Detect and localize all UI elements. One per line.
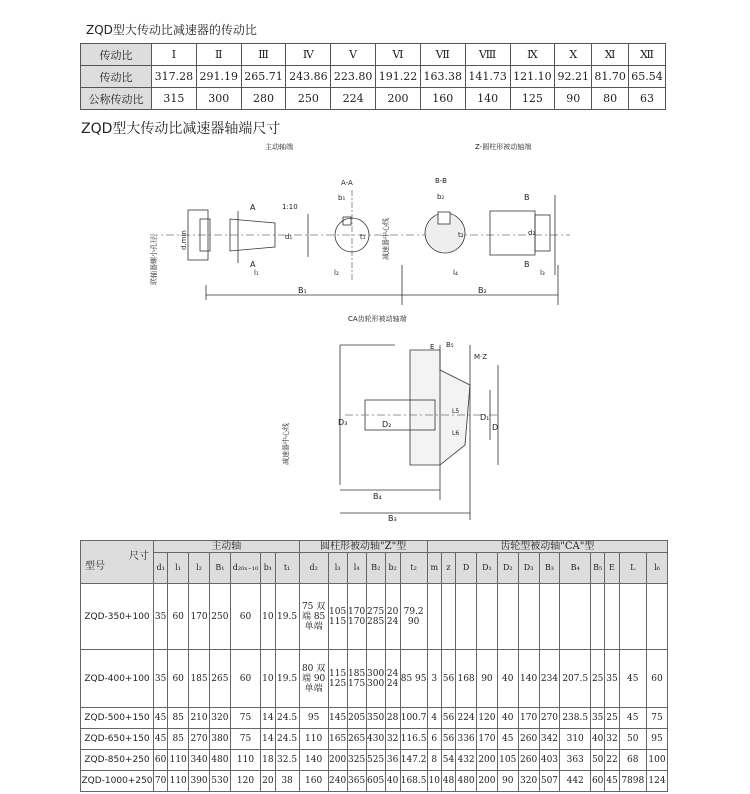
dims-cell: 25: [605, 708, 619, 729]
label-d1: d₁: [285, 233, 293, 241]
dims-cell: 20 24: [385, 584, 400, 650]
dims-cell: 10: [427, 771, 441, 792]
sub-header-cell: b₂: [385, 553, 400, 584]
dims-cell: 265: [347, 729, 366, 750]
dims-row: [81, 750, 668, 771]
model-cell: ZQD-850+250: [81, 750, 154, 771]
ratio-cell: 291.19: [196, 66, 241, 88]
ratio-cell: 160: [420, 88, 465, 110]
label-aa: A-A: [341, 179, 353, 187]
ratio-row: [81, 88, 666, 110]
dims-cell: 390: [189, 771, 210, 792]
dims-cell: 350: [366, 708, 385, 729]
dims-cell: 270: [539, 708, 560, 729]
dims-cell: 310: [560, 729, 591, 750]
ratio-header-cell: Ⅳ: [286, 44, 331, 66]
dims-cell: 605: [366, 771, 385, 792]
dims-cell: 340: [189, 750, 210, 771]
dims-row: [81, 708, 668, 729]
dims-cell: 85: [168, 729, 189, 750]
dims-cell: 224: [456, 708, 477, 729]
dims-row: [81, 729, 668, 750]
dims-cell: 140: [518, 650, 539, 708]
dims-cell: 430: [366, 729, 385, 750]
ratio-cell: 191.22: [376, 66, 421, 88]
sub-header-cell: D: [456, 553, 477, 584]
dims-cell: 168: [456, 650, 477, 708]
label-taper: 1:10: [282, 203, 298, 211]
sub-header-cell: m: [427, 553, 441, 584]
dims-row: [81, 650, 668, 708]
dims-cell: 56: [441, 708, 455, 729]
dims-cell: 14: [261, 708, 275, 729]
dims-cell: 110: [230, 750, 260, 771]
label-b2: b₂: [437, 193, 445, 201]
ratio-cell: 224: [331, 88, 376, 110]
dims-cell: 530: [209, 771, 230, 792]
group-main-shaft: 主动轴: [154, 541, 300, 553]
dims-cell: 24.5: [275, 708, 299, 729]
sub-header-cell: d₂: [299, 553, 328, 584]
sub-header-cell: B₄: [560, 553, 591, 584]
dims-cell: 200: [477, 750, 498, 771]
dims-cell: [477, 584, 498, 650]
label-dmin: d.min: [180, 230, 188, 250]
dims-cell: 336: [456, 729, 477, 750]
dims-cell: 200: [328, 750, 347, 771]
label-b3: B₃: [388, 514, 397, 523]
label-d2: d₂: [528, 229, 536, 237]
dims-cell: 380: [209, 729, 230, 750]
ratio-cell: 80: [592, 88, 629, 110]
model-cell: ZQD-650+150: [81, 729, 154, 750]
dims-cell: 145: [328, 708, 347, 729]
ratio-cell: 92.21: [555, 66, 592, 88]
ratio-cell: 300: [196, 88, 241, 110]
ratio-cell: 315: [152, 88, 197, 110]
dims-cell: 45: [619, 650, 646, 708]
ratio-header-cell: Ⅹ: [555, 44, 592, 66]
ratio-header-cell: Ⅶ: [420, 44, 465, 66]
label-d3: D₃: [338, 418, 348, 427]
dims-cell: 110: [168, 750, 189, 771]
dims-cell: 8: [427, 750, 441, 771]
label-l2: l₂: [334, 269, 339, 277]
label-b4: B₄: [373, 492, 382, 501]
dims-cell: 110: [299, 729, 328, 750]
sub-header-cell: b₁: [261, 553, 275, 584]
dims-cell: 260: [518, 750, 539, 771]
dims-cell: 442: [560, 771, 591, 792]
model-cell: ZQD-350+100: [81, 584, 154, 650]
ratio-row: [81, 66, 666, 88]
dims-cell: 238.5: [560, 708, 591, 729]
dims-cell: 205: [347, 708, 366, 729]
dims-cell: 38: [275, 771, 299, 792]
label-bb: B-B: [435, 177, 447, 185]
ratio-cell: 63: [629, 88, 666, 110]
dims-cell: [560, 584, 591, 650]
label-t2: t₂: [458, 231, 464, 239]
dims-cell: 20: [261, 771, 275, 792]
model-cell: ZQD-500+150: [81, 708, 154, 729]
ratio-cell: 141.73: [465, 66, 510, 88]
dims-corner-cell: [81, 541, 154, 584]
dims-cell: 170: [189, 584, 210, 650]
ratio-header-cell: Ⅲ: [241, 44, 286, 66]
dims-cell: 80 双端 90 单端: [299, 650, 328, 708]
dims-cell: 19.5: [275, 584, 299, 650]
dims-cell: 480: [209, 750, 230, 771]
sub-header-cell: l₂: [189, 553, 210, 584]
dims-cell: 168.5: [400, 771, 427, 792]
sub-header-cell: B₁: [209, 553, 230, 584]
label-b1-dim: B₁: [298, 286, 307, 295]
ratio-cell: 125: [510, 88, 555, 110]
ratio-header-cell: Ⅵ: [376, 44, 421, 66]
dims-cell: 140: [299, 750, 328, 771]
dims-cell: 260: [518, 729, 539, 750]
sub-header-cell: d₁: [154, 553, 168, 584]
dims-cell: 45: [497, 729, 518, 750]
dims-cell: 85: [168, 708, 189, 729]
dims-cell: 10: [261, 584, 275, 650]
dims-cell: 32.5: [275, 750, 299, 771]
sub-header-cell: B₂: [366, 553, 385, 584]
label-a-top: A: [250, 203, 256, 212]
shaft-end-drawing: [140, 135, 600, 530]
dims-cell: 60: [168, 650, 189, 708]
label-l4: l₄: [453, 269, 458, 277]
dims-cell: 275 285: [366, 584, 385, 650]
dims-cell: 270: [189, 729, 210, 750]
dims-cell: 45: [154, 708, 168, 729]
ratio-cell: 140: [465, 88, 510, 110]
dims-cell: 90: [477, 650, 498, 708]
dims-cell: 240: [328, 771, 347, 792]
sub-header-cell: l₃: [328, 553, 347, 584]
label-b-bottom: B: [524, 260, 530, 269]
dims-cell: 105 115: [328, 584, 347, 650]
dims-cell: 35: [591, 708, 605, 729]
dims-cell: 185: [189, 650, 210, 708]
dims-cell: 40: [591, 729, 605, 750]
dims-cell: 147.2: [400, 750, 427, 771]
dims-cell: 105: [497, 750, 518, 771]
dims-cell: 120: [477, 708, 498, 729]
dims-cell: 50: [619, 729, 646, 750]
ratio-cell: 265.71: [241, 66, 286, 88]
dims-cell: [646, 584, 667, 650]
ratio-cell: 81.70: [592, 66, 629, 88]
ratio-header-cell: Ⅱ: [196, 44, 241, 66]
ratio-cell: 223.80: [331, 66, 376, 88]
dims-cell: 525: [366, 750, 385, 771]
dims-cell: 60: [591, 771, 605, 792]
dims-cell: 110: [168, 771, 189, 792]
dims-cell: 95: [299, 708, 328, 729]
label-main-shaft: 主动轴端: [265, 143, 293, 151]
dims-sub-header-row: [81, 553, 668, 584]
label-l5: L5: [452, 408, 460, 415]
dims-cell: 342: [539, 729, 560, 750]
group-ca-shaft: 齿轮型被动轴"CA"型: [427, 541, 667, 553]
ratio-row-label: 传动比: [81, 66, 152, 88]
dims-cell: 19.5: [275, 650, 299, 708]
sub-header-cell: D₃: [518, 553, 539, 584]
sub-header-cell: D₁: [477, 553, 498, 584]
dims-cell: 200: [477, 771, 498, 792]
dims-cell: [441, 584, 455, 650]
model-cell: ZQD-1000+250: [81, 771, 154, 792]
label-coupling-hole: 联轴器螺小孔径: [150, 236, 158, 285]
dims-cell: 79.2 90: [400, 584, 427, 650]
dims-cell: 403: [539, 750, 560, 771]
dims-cell: 185 175: [347, 650, 366, 708]
dims-cell: 85 95: [400, 650, 427, 708]
label-a-bottom: A: [250, 260, 256, 269]
dims-cell: 24.5: [275, 729, 299, 750]
dims-cell: 54: [441, 750, 455, 771]
dims-cell: 45: [605, 771, 619, 792]
dims-cell: 75: [646, 708, 667, 729]
sub-header-cell: B₅: [591, 553, 605, 584]
dims-cell: 60: [230, 650, 260, 708]
dims-cell: 170: [477, 729, 498, 750]
dims-cell: 325: [347, 750, 366, 771]
dims-cell: 40: [497, 708, 518, 729]
label-b-top: B: [524, 193, 530, 202]
ratio-header-cell: Ⅻ: [629, 44, 666, 66]
dims-cell: 432: [456, 750, 477, 771]
dims-cell: 116.5: [400, 729, 427, 750]
dims-cell: 120: [230, 771, 260, 792]
label-d-upper: D: [492, 423, 499, 432]
corner-top-label: 尺寸: [129, 551, 149, 562]
label-z-shaft: Z-圆柱形被动轴端: [475, 143, 532, 151]
dims-cell: [539, 584, 560, 650]
ratio-header-cell: Ⅰ: [152, 44, 197, 66]
dims-cell: [605, 584, 619, 650]
ratio-header-cell: 传动比: [81, 44, 152, 66]
dims-cell: 250: [209, 584, 230, 650]
dims-cell: 170 170: [347, 584, 366, 650]
ratio-header-cell: Ⅷ: [465, 44, 510, 66]
sub-header-cell: D₂: [497, 553, 518, 584]
dims-cell: 60: [646, 650, 667, 708]
dims-cell: 18: [261, 750, 275, 771]
dims-cell: 265: [209, 650, 230, 708]
dims-cell: [497, 584, 518, 650]
dims-row: [81, 771, 668, 792]
dims-cell: 7898: [619, 771, 646, 792]
dims-section-title: ZQD型大传动比减速器轴端尺寸: [81, 121, 281, 137]
dims-cell: 25: [591, 650, 605, 708]
dims-cell: 480: [456, 771, 477, 792]
dims-cell: 40: [497, 650, 518, 708]
ratio-row-label: 公称传动比: [81, 88, 152, 110]
dims-cell: 363: [560, 750, 591, 771]
dims-cell: 45: [619, 708, 646, 729]
ratio-header-cell: Ⅴ: [331, 44, 376, 66]
ratio-cell: 90: [555, 88, 592, 110]
dims-cell: 300 300: [366, 650, 385, 708]
ratio-cell: 317.28: [152, 66, 197, 88]
label-b5: B₅: [446, 341, 454, 349]
dims-cell: 10: [261, 650, 275, 708]
ratio-table-title: ZQD型大传动比减速器的传动比: [86, 23, 257, 37]
dims-cell: 210: [189, 708, 210, 729]
dims-cell: 234: [539, 650, 560, 708]
sub-header-cell: z: [441, 553, 455, 584]
shaft-dims-table: [80, 540, 668, 792]
ratio-header-cell: Ⅸ: [510, 44, 555, 66]
dims-cell: 35: [154, 584, 168, 650]
sub-header-cell: d₂₀ₓ₋₁₀: [230, 553, 260, 584]
sub-header-cell: L: [619, 553, 646, 584]
ratio-cell: 250: [286, 88, 331, 110]
dims-cell: 56: [441, 650, 455, 708]
label-b2-dim: B₂: [478, 286, 487, 295]
dims-cell: [427, 584, 441, 650]
dims-cell: 124: [646, 771, 667, 792]
ratio-header-cell: Ⅺ: [592, 44, 629, 66]
dims-cell: 507: [539, 771, 560, 792]
dims-cell: 100: [646, 750, 667, 771]
dims-cell: 45: [154, 729, 168, 750]
ratio-cell: 65.54: [629, 66, 666, 88]
dims-cell: [591, 584, 605, 650]
dims-cell: 115 125: [328, 650, 347, 708]
label-ca-shaft: CA齿轮形被动轴端: [348, 315, 407, 323]
dims-cell: 6: [427, 729, 441, 750]
label-l3: l₃: [540, 269, 545, 277]
dims-cell: 56: [441, 729, 455, 750]
dims-cell: 32: [605, 729, 619, 750]
dims-cell: 75: [230, 708, 260, 729]
sub-header-cell: l₄: [347, 553, 366, 584]
dims-cell: 365: [347, 771, 366, 792]
dims-cell: 320: [209, 708, 230, 729]
dims-cell: 50: [591, 750, 605, 771]
dims-cell: 75 双端 85 单端: [299, 584, 328, 650]
dims-cell: [456, 584, 477, 650]
dims-cell: 75: [230, 729, 260, 750]
ratio-cell: 121.10: [510, 66, 555, 88]
dims-cell: 14: [261, 729, 275, 750]
dims-row: [81, 584, 668, 650]
ratio-cell: 200: [376, 88, 421, 110]
label-mz: M·Z: [474, 353, 488, 361]
dims-cell: 35: [605, 650, 619, 708]
ratio-cell: 280: [241, 88, 286, 110]
dims-cell: 90: [497, 771, 518, 792]
sub-header-cell: t₁: [275, 553, 299, 584]
label-l1: l₁: [254, 269, 259, 277]
dims-cell: 40: [385, 771, 400, 792]
dims-cell: 170: [518, 708, 539, 729]
ratio-header-row: [81, 44, 666, 66]
dims-cell: 24 24: [385, 650, 400, 708]
dims-cell: 22: [605, 750, 619, 771]
label-b1: b₁: [338, 194, 346, 202]
dims-cell: 100.7: [400, 708, 427, 729]
label-d1-upper: D₁: [480, 413, 490, 422]
dims-cell: 60: [154, 750, 168, 771]
label-e: E: [430, 343, 435, 351]
dims-cell: 4: [427, 708, 441, 729]
dims-cell: 95: [646, 729, 667, 750]
group-z-shaft: 圆柱形被动轴"Z"型: [299, 541, 427, 553]
dims-cell: 60: [168, 584, 189, 650]
label-d2-upper: D₂: [382, 420, 392, 429]
dims-cell: [518, 584, 539, 650]
ratio-cell: 243.86: [286, 66, 331, 88]
dims-cell: 35: [154, 650, 168, 708]
corner-bottom-label: 型号: [85, 561, 105, 572]
sub-header-cell: E: [605, 553, 619, 584]
dims-cell: 160: [299, 771, 328, 792]
sub-header-cell: l₁: [168, 553, 189, 584]
label-center-line-upper: 减速器中心线: [382, 218, 390, 260]
dims-cell: 36: [385, 750, 400, 771]
dims-cell: 3: [427, 650, 441, 708]
label-center-line-lower: 减速器中心线: [282, 423, 290, 465]
dims-cell: [619, 584, 646, 650]
dims-cell: 207.5: [560, 650, 591, 708]
dims-cell: 28: [385, 708, 400, 729]
sub-header-cell: t₂: [400, 553, 427, 584]
model-cell: ZQD-400+100: [81, 650, 154, 708]
dims-cell: 165: [328, 729, 347, 750]
dims-group-header-row: [81, 541, 668, 553]
dims-cell: 70: [154, 771, 168, 792]
sub-header-cell: l₆: [646, 553, 667, 584]
label-l6: L6: [452, 430, 460, 437]
ratio-cell: 163.38: [420, 66, 465, 88]
dims-cell: 32: [385, 729, 400, 750]
dims-cell: 68: [619, 750, 646, 771]
dims-cell: 320: [518, 771, 539, 792]
ratio-table: [80, 43, 666, 110]
label-t1: t₁: [360, 233, 366, 241]
dims-cell: 60: [230, 584, 260, 650]
dims-cell: 48: [441, 771, 455, 792]
sub-header-cell: B₃: [539, 553, 560, 584]
